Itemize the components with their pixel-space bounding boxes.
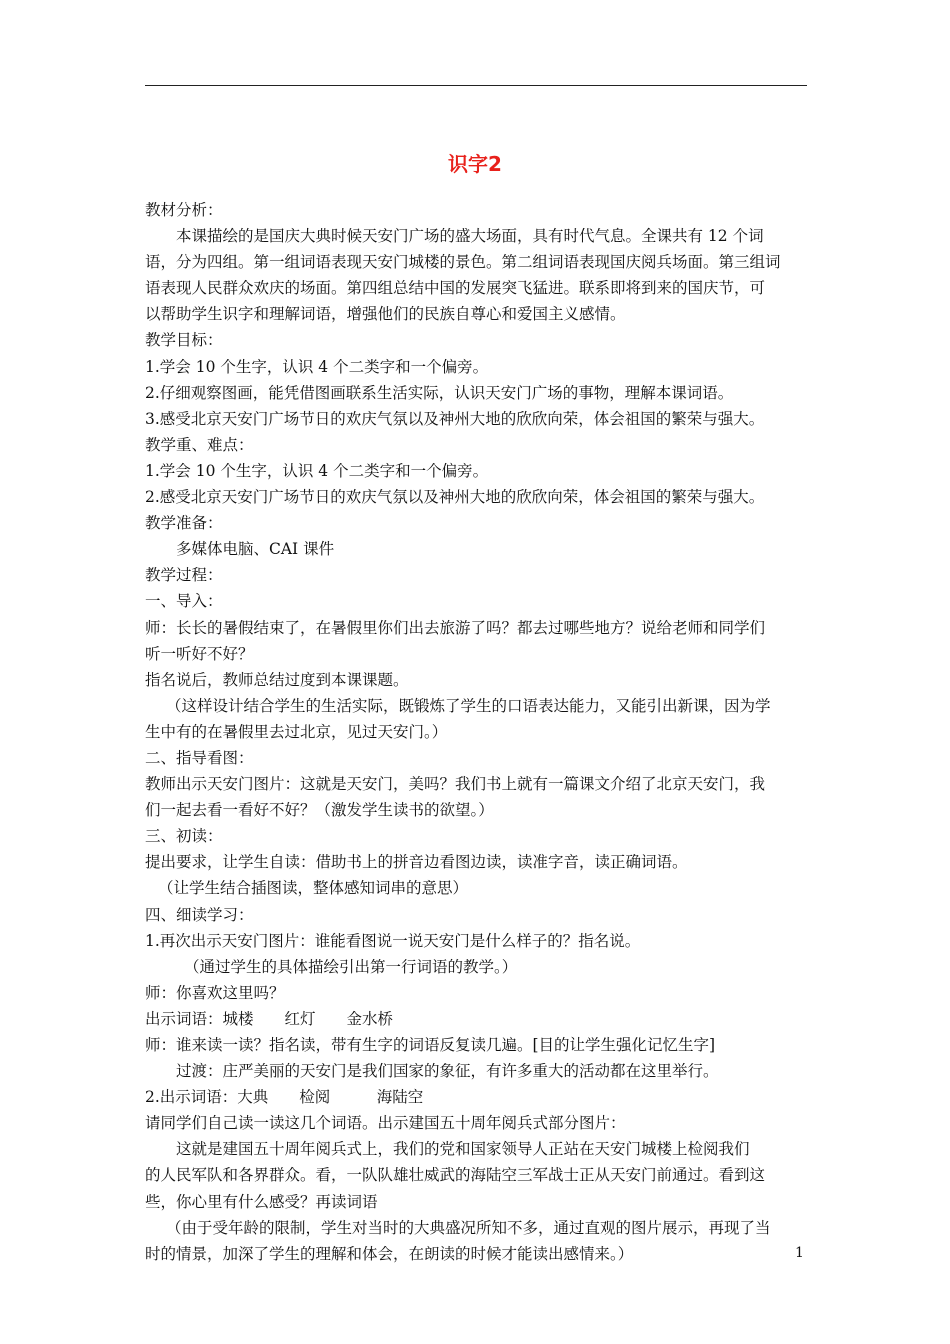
paragraph-line: 以帮助学生识字和理解词语，增强他们的民族自尊心和爱国主义感情。 (145, 305, 626, 324)
paragraph-line: 这就是建国五十周年阅兵式上，我们的党和国家领导人正站在天安门城楼上检阅我们 (176, 1140, 750, 1159)
section-heading: 三、初读： (145, 827, 223, 846)
paragraph-line: 师：长长的暑假结束了，在暑假里你们出去旅游了吗？都去过哪些地方？说给老师和同学们 (145, 618, 766, 637)
paragraph-line: 本课描绘的是国庆大典时候天安门广场的盛大场面，具有时代气息。全课共有 12 个词 (176, 227, 764, 246)
note-line: （这样设计结合学生的生活实际，既锻炼了学生的口语表达能力，又能引出新课，因为学 (166, 696, 771, 715)
note-line: （让学生结合插图读，整体感知词串的意思） (158, 879, 469, 898)
header-rule (145, 85, 807, 86)
word-list-line: 2.出示词语：大典 检阅 海陆空 (145, 1088, 424, 1107)
paragraph-line: 师：你喜欢这里吗？ (145, 983, 285, 1002)
paragraph-line: 听一听好不好？ (145, 644, 254, 663)
paragraph-line: 语表现人民群众欢庆的场面。第四组总结中国的发展突飞猛进。联系即将到来的国庆节，可 (145, 279, 766, 298)
section-heading: 教材分析： (145, 201, 223, 219)
note-line: （由于受年龄的限制，学生对当时的大典盛况所知不多，通过直观的图片展示，再现了当 (166, 1218, 771, 1237)
paragraph-line: 们一起去看一看好不好？（激发学生读书的欲望。） (145, 801, 494, 820)
document-body (145, 197, 810, 1267)
section-heading: 二、指导看图： (145, 748, 254, 767)
paragraph-line: 过渡：庄严美丽的天安门是我们国家的象征，有许多重大的活动都在这里举行。 (176, 1062, 719, 1081)
paragraph-line: 指名说后，教师总结过度到本课课题。 (145, 670, 409, 689)
word-list-line: 出示词语：城楼 红灯 金水桥 (145, 1009, 394, 1028)
section-heading: 四、细读学习： (145, 905, 254, 924)
note-line: 时的情景，加深了学生的理解和体会，在朗读的时候才能读出感情来。） (145, 1244, 634, 1263)
paragraph-line: 提出要求，让学生自读：借助书上的拼音边看图边读，读准字音，读正确词语。 (145, 853, 688, 872)
list-item: 3.感受北京天安门广场节日的欢庆气氛以及神州大地的欣欣向荣，体会祖国的繁荣与强大。 (145, 409, 765, 428)
section-heading: 教学过程： (145, 566, 223, 585)
section-heading: 教学准备： (145, 514, 223, 533)
section-heading: 一、导入： (145, 592, 223, 611)
list-item: 1.学会 10 个生字，认识 4 个二类字和一个偏旁。 (145, 357, 489, 376)
page-number: 1 (795, 1245, 804, 1261)
paragraph-line: 师：谁来读一读？指名读，带有生字的词语反复读几遍。[目的让学生强化记忆生字] (145, 1036, 716, 1054)
note-line: 生中有的在暑假里去过北京，见过天安门。） (145, 722, 448, 741)
note-line: （通过学生的具体描绘引出第一行词语的教学。） (184, 957, 518, 976)
paragraph-line: 语，分为四组。第一组词语表现天安门城楼的景色。第二组词语表现国庆阅兵场面。第三组词 (145, 253, 781, 272)
section-heading: 教学目标： (145, 331, 223, 350)
paragraph-line: 多媒体电脑、CAI 课件 (176, 540, 335, 559)
paragraph-line: 些，你心里有什么感受？再读词语 (145, 1192, 378, 1211)
paragraph-line: 的人民军队和各界群众。看，一队队雄壮威武的海陆空三军战士正从天安门前通过。看到这 (145, 1166, 766, 1185)
list-item: 1.学会 10 个生字，认识 4 个二类字和一个偏旁。 (145, 461, 489, 480)
list-item: 2.感受北京天安门广场节日的欢庆气氛以及神州大地的欣欣向荣，体会祖国的繁荣与强大。 (145, 488, 765, 507)
section-heading: 教学重、难点： (145, 435, 254, 454)
paragraph-line: 教师出示天安门图片：这就是天安门，美吗？我们书上就有一篇课文介绍了北京天安门，我 (145, 775, 766, 794)
paragraph-line: 请同学们自己读一读这几个词语。出示建国五十周年阅兵式部分图片： (145, 1114, 626, 1133)
list-item: 2.仔细观察图画，能凭借图画联系生活实际，认识天安门广场的事物，理解本课词语。 (145, 383, 734, 402)
document-title: 识字2 (448, 152, 502, 176)
list-item: 1.再次出示天安门图片：谁能看图说一说天安门是什么样子的？指名说。 (145, 931, 641, 950)
